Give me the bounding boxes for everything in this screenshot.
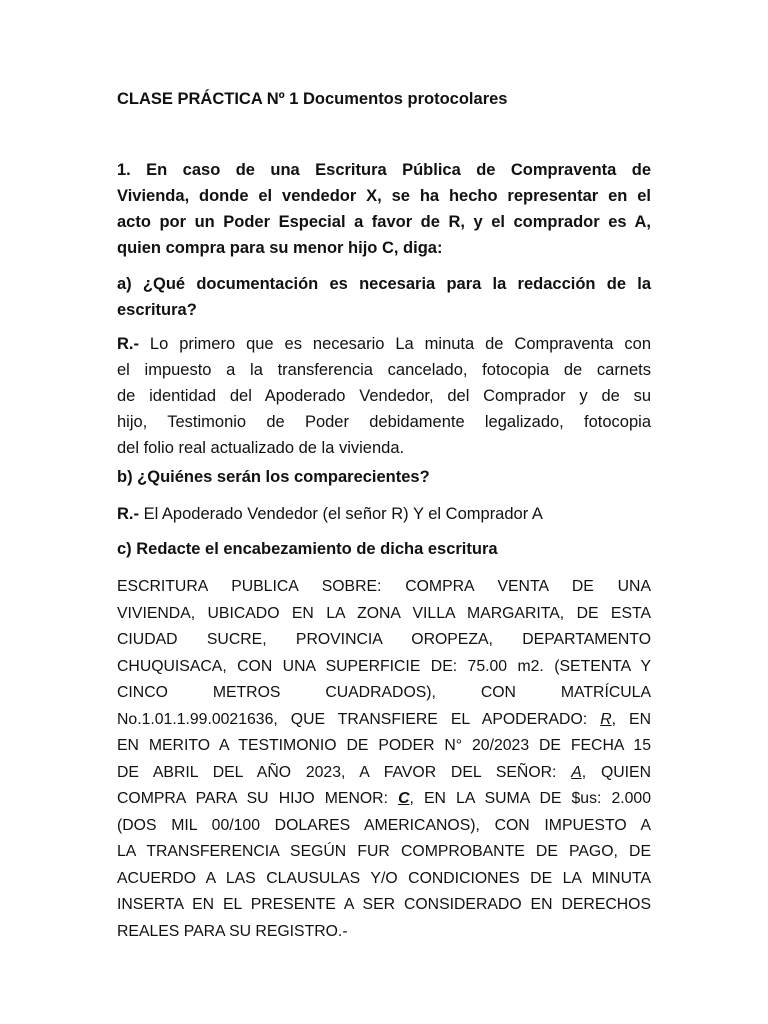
escritura-text: No.1.01.1.99.0021636, QUE TRANSFIERE EL APODERADO: xyxy=(117,710,601,728)
document-title: CLASE PRÁCTICA Nº 1 Documentos protocolares xyxy=(117,90,508,108)
answer-a xyxy=(117,331,651,461)
escritura-line: ESCRITURA PUBLICA SOBRE: COMPRA VENTA DE UNA xyxy=(117,578,651,595)
answer-a-label: R.- xyxy=(117,335,139,353)
answer-a-text: Lo primero que es necesario La minuta de Compraventa con xyxy=(139,335,651,353)
escritura-heading-text xyxy=(117,574,651,945)
question-1-line: Vivienda, donde el vendedor X, se ha hecho representar en el xyxy=(117,187,651,205)
escritura-line: REALES PARA SU REGISTRO.- xyxy=(117,922,348,940)
escritura-line: ACUERDO A LAS CLAUSULAS Y/O CONDICIONES DE LA MINUTA xyxy=(117,869,651,887)
comprador-a: A xyxy=(571,763,582,781)
answer-a-line: de identidad del Apoderado Vendedor, del Comprador y de su xyxy=(117,387,651,405)
escritura-line: (DOS MIL 00/100 DOLARES AMERICANOS), CON IMPUESTO A xyxy=(117,816,651,834)
escritura-line xyxy=(117,707,651,734)
question-1-line: acto por un Poder Especial a favor de R, y el comprador es A, xyxy=(117,213,651,231)
answer-b xyxy=(117,505,543,524)
escritura-text: , EN xyxy=(611,710,651,728)
question-c: c) Redacte el encabezamiento de dicha escritura xyxy=(117,540,498,558)
escritura-text: , QUIEN xyxy=(581,763,651,781)
question-1-line: 1. En caso de una Escritura Pública de Compraventa de xyxy=(117,161,651,179)
escritura-line xyxy=(117,786,651,813)
answer-b-text: El Apoderado Vendedor (el señor R) Y el Comprador A xyxy=(139,505,543,523)
answer-a-line: el impuesto a la transferencia cancelado, fotocopia de carnets xyxy=(117,361,651,379)
question-1 xyxy=(117,157,651,261)
escritura-line: VIVIENDA, UBICADO EN LA ZONA VILLA MARGARITA, DE ESTA xyxy=(117,604,651,622)
answer-a-first-line xyxy=(117,331,651,357)
escritura-text: DE ABRIL DEL AÑO 2023, A FAVOR DEL SEÑOR: xyxy=(117,763,572,781)
question-a xyxy=(117,271,651,323)
escritura-line: INSERTA EN EL PRESENTE A SER CONSIDERADO EN DERECHOS xyxy=(117,896,651,913)
escritura-line: EN MERITO A TESTIMONIO DE PODER N° 20/2023 DE FECHA 15 xyxy=(117,737,651,754)
answer-a-line: del folio real actualizado de la vivienda. xyxy=(117,439,405,457)
escritura-text: COMPRA PARA SU HIJO MENOR: xyxy=(117,790,399,807)
answer-a-line: hijo, Testimonio de Poder debidamente legalizado, fotocopia xyxy=(117,413,651,431)
escritura-line: CIUDAD SUCRE, PROVINCIA OROPEZA, DEPARTAMENTO xyxy=(117,631,651,648)
escritura-line: CHUQUISACA, CON UNA SUPERFICIE DE: 75.00 m2. (SETENTA Y xyxy=(117,657,651,675)
question-1-line: quien compra para su menor hijo C, diga: xyxy=(117,239,443,257)
answer-b-label: R.- xyxy=(117,505,139,523)
escritura-line: CINCO METROS CUADRADOS), CON MATRÍCULA xyxy=(117,684,651,701)
escritura-line: LA TRANSFERENCIA SEGÚN FUR COMPROBANTE DE PAGO, DE xyxy=(117,843,651,860)
question-a-line: a) ¿Qué documentación es necesaria para la redacción de la xyxy=(117,275,651,293)
escritura-line xyxy=(117,760,651,787)
apoderado-r: R xyxy=(600,710,612,728)
question-b: b) ¿Quiénes serán los comparecientes? xyxy=(117,468,430,486)
question-a-line: escritura? xyxy=(117,301,197,319)
hijo-c: C xyxy=(398,790,410,807)
escritura-text: , EN LA SUMA DE $us: 2.000 xyxy=(409,790,652,807)
